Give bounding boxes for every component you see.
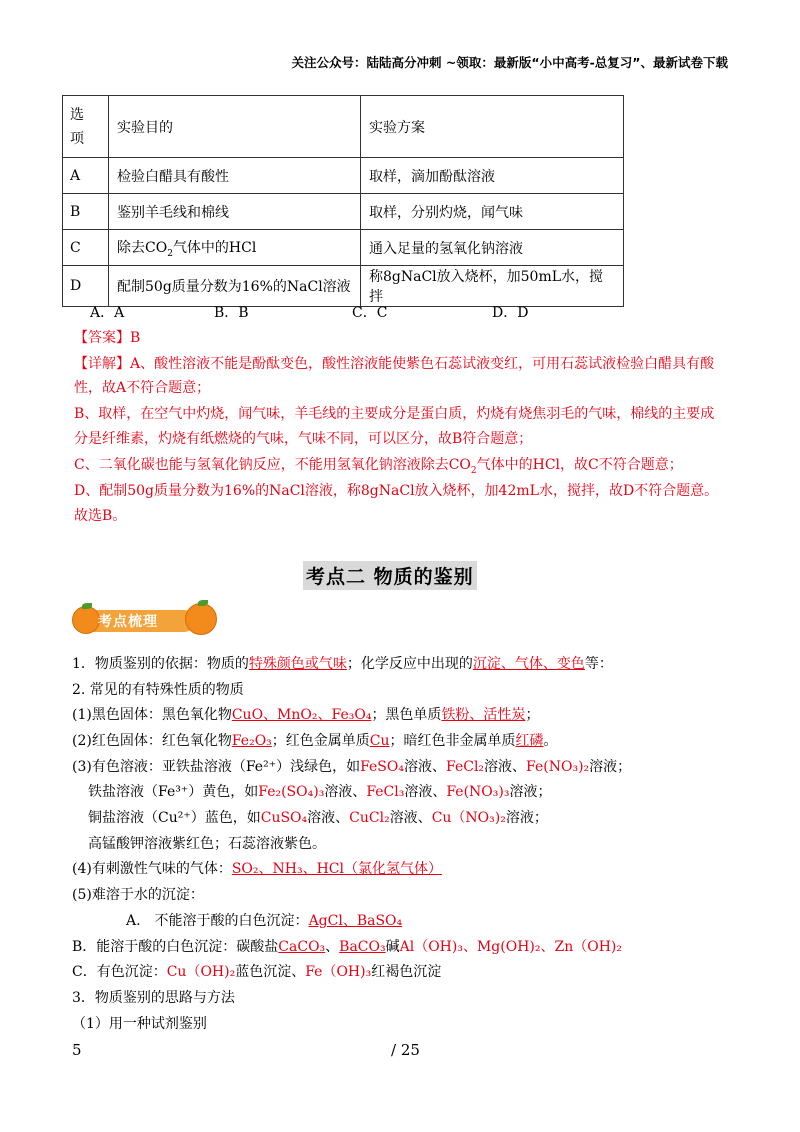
content-line-15: （1）用一种试剂鉴别 (72, 1016, 207, 1032)
header-plan: 实验方案 (361, 96, 624, 158)
section-title: 考点二 物质的鉴别 (303, 561, 477, 590)
content-line-3: (1)黑色固体：黑色氧化物CuO、MnO₂、Fe₃O₄；黑色单质铁粉、活性炭； (72, 707, 540, 723)
badge-label: 考点梳理 (98, 614, 158, 630)
row-plan: 取样，分别灼烧，闻气味 (361, 194, 624, 230)
table-row (63, 266, 624, 307)
section-badge (72, 600, 212, 638)
content-line-5: (3)有色溶液：亚铁盐溶液（Fe²⁺）浅绿色，如FeSO₄溶液、FeCl₂溶液、Fe(NO₃)₂溶液； (72, 759, 632, 775)
choice-c: C．C (352, 305, 388, 321)
row-option: B (63, 194, 109, 230)
content-line-11: A. 不能溶于酸的白色沉淀：AgCl、BaSO₄ (126, 913, 403, 929)
content-line-10: (5)难溶于水的沉淀： (72, 887, 204, 903)
row-goal: 除去$CO_2$气体中的HCl (109, 230, 361, 266)
content-line-1: 1．物质鉴别的依据：物质的特殊颜色或气味；化学反应中出现的沉淀、气体、变色等： (72, 656, 613, 672)
header-goal: 实验目的 (109, 96, 361, 158)
content-line-6: 铁盐溶液（Fe³⁺）黄色，如Fe₂(SO₄)₃溶液、FeCl₃溶液、Fe(NO₃)₃溶液； (88, 784, 552, 800)
table-row (63, 158, 624, 194)
answer-line: 【答案】B (74, 330, 141, 346)
detail-line-4: 分是纤维素，灼烧有纸燃烧的气味，气味不同，可以区分，故B符合题意； (74, 431, 533, 447)
table-row (63, 230, 624, 266)
choice-a: A．A (90, 305, 125, 321)
detail-line-6: D、配制50g质量分数为16%的NaCl溶液，称8gNaCl放入烧杯，加42mL水，搅拌，故D不符合题意。 (74, 483, 719, 499)
content-line-8: 高锰酸钾溶液紫红色；石蕊溶液紫色。 (88, 836, 326, 852)
detail-line-7: 故选B。 (74, 508, 127, 524)
table-row (63, 194, 624, 230)
detail-line-1: 【详解】A、酸性溶液不能是酚酞变色，酸性溶液能使紫色石蕊试液变红，可用石蕊试液检验白醋具有酸 (74, 356, 715, 372)
row-plan: 通入足量的氢氧化钠溶液 (361, 230, 624, 266)
orange-icon (72, 606, 100, 634)
choice-d: D．D (492, 305, 529, 321)
page-total: / 25 (391, 1041, 420, 1059)
content-line-12: B．能溶于酸的白色沉淀：碳酸盐CaCO₃、BaCO₃碱Al（OH)₃、Mg(OH)₂、Zn（OH)₂ (72, 939, 622, 955)
row-option: D (63, 266, 109, 307)
content-line-14: 3．物质鉴别的思路与方法 (72, 990, 235, 1006)
header-option: 选项 (63, 96, 109, 158)
options-table (62, 95, 624, 307)
detail-line-5: C、二氧化碳也能与氢氧化钠反应，不能用氢氧化钠溶液除去$CO_2$气体中的HCl，故C不符合题意； (74, 457, 683, 476)
page-number: 5 (72, 1041, 82, 1059)
row-option: C (63, 230, 109, 266)
row-goal: 鉴别羊毛线和棉线 (109, 194, 361, 230)
content-line-4: (2)红色固体：红色氧化物Fe₂O₃；红色金属单质Cu；暗红色非金属单质红磷。 (72, 733, 558, 749)
detail-line-2: 性，故A不符合题意； (74, 380, 211, 396)
orange-icon (185, 603, 217, 635)
content-line-13: C．有色沉淀：Cu（OH)₂蓝色沉淀、Fe（OH)₃红褐色沉淀 (72, 964, 442, 980)
table-header-row (63, 96, 624, 158)
page-header: 关注公众号：陆陆高分冲刺 ~领取：最新版“小中高考-总复习”、最新试卷下载 (291, 55, 728, 70)
row-goal: 检验白醋具有酸性 (109, 158, 361, 194)
row-plan: 称8gNaCl放入烧杯，加50mL水，搅拌 (361, 266, 624, 307)
row-goal: 配制50g质量分数为16%的NaCl溶液 (109, 266, 361, 307)
detail-line-3: B、取样，在空气中灼烧，闻气味，羊毛线的主要成分是蛋白质，灼烧有烧焦羽毛的气味，棉线的主要成 (74, 406, 715, 422)
content-line-7: 铜盐溶液（Cu²⁺）蓝色，如CuSO₄溶液、CuCl₂溶液、Cu（NO₃)₂溶液； (88, 810, 548, 826)
row-plan: 取样，滴加酚酞溶液 (361, 158, 624, 194)
content-line-9: (4)有刺激性气味的气体：SO₂、NH₃、HCl（氯化氢气体） (72, 861, 442, 877)
choice-b: B．B (214, 305, 249, 321)
row-option: A (63, 158, 109, 194)
content-line-2: 2. 常见的有特殊性质的物质 (72, 682, 244, 698)
